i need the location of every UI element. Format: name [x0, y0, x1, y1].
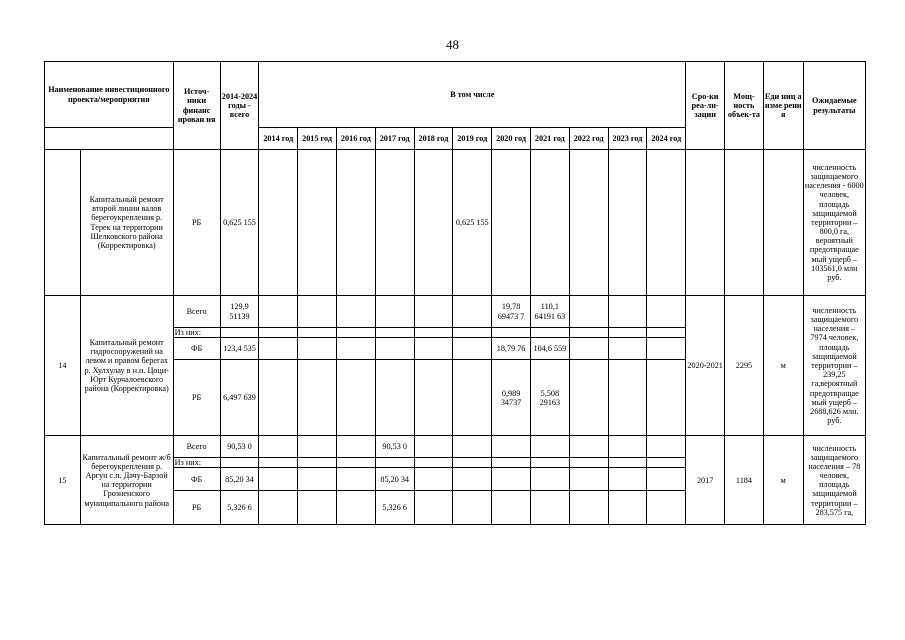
row-15-total-total: 90,53 0	[220, 436, 259, 458]
year-2015: 2015 год	[298, 128, 337, 150]
row-14-name: Капитальный ремонт гидросооружений на левом и правом берегах р. Хулхулау в н.п. Цоци-Юрт Курчалоевского района (Корректировка)	[80, 296, 173, 436]
row-15-power: 1184	[725, 436, 764, 525]
row-14-result: численность защищаемого населения – 7974 человек, площадь защищаемой территории – 239,25 га,вероятный предотвращае мый ущерб – 2688,626 млн. руб.	[803, 296, 865, 436]
row-15-total-rb: 5,326 6	[220, 491, 259, 525]
row-15-src-fb: ФБ	[173, 468, 220, 491]
page-number: 48	[446, 37, 459, 52]
header-term: Сро-ки реа-ли-зации	[686, 62, 725, 150]
row-14-num: 14	[45, 296, 81, 436]
year-2016: 2016 год	[336, 128, 375, 150]
header-source: Источ-ники финанс ирован ия	[173, 62, 220, 150]
header-incl: В том числе	[259, 62, 686, 128]
row-14-2021-fb: 104,6 559	[530, 338, 569, 360]
row-14-unit: м	[763, 296, 803, 436]
header-name-cont	[45, 128, 174, 150]
row-15-src-rb: РБ	[173, 491, 220, 525]
row-14-total-rb: 6,497 639	[220, 360, 259, 436]
row-14-total-total: 129,9 51139	[220, 296, 259, 328]
row-15-2017-rb: 5,326 6	[375, 491, 414, 525]
year-2017: 2017 год	[375, 128, 414, 150]
row-15-2017-total: 90,53 0	[375, 436, 414, 458]
row-15-src-incl: Из них:	[173, 458, 220, 468]
row-14-2020-rb: 0,989 34737	[492, 360, 531, 436]
row-15-total-fb: 85,20 34	[220, 468, 259, 491]
row-14-2021-total: 110,1 64191 63	[530, 296, 569, 328]
header-power: Мощ-ность объек-та	[725, 62, 764, 150]
row-15-unit: м	[763, 436, 803, 525]
row-a-total: 0,625 155	[220, 150, 259, 296]
row-15-num: 15	[45, 436, 81, 525]
year-2020: 2020 год	[492, 128, 531, 150]
row-14-2020-total: 19,78 69473 7	[492, 296, 531, 328]
row-15-term: 2017	[686, 436, 725, 525]
header-name: Наименование инвестиционного проекта/мероприятия	[45, 62, 174, 128]
year-2018: 2018 год	[414, 128, 453, 150]
row-14-total-fb: 123,4 535	[220, 338, 259, 360]
row-14-2021-rb: 5,508 29163	[530, 360, 569, 436]
year-2014: 2014 год	[259, 128, 298, 150]
row-14-src-rb: РБ	[173, 360, 220, 436]
header-total: 2014-2024 годы - всего	[220, 62, 259, 150]
row-15-name: Капитальный ремонт ж/б берегоукрепления р. Аргун с.п. Дачу-Барзой на территории Грозненского муниципального района	[80, 436, 173, 525]
year-2024: 2024 год	[647, 128, 686, 150]
investment-table	[44, 61, 866, 525]
row-14-term: 2020-2021	[686, 296, 725, 436]
row-14-src-total: Всего	[173, 296, 220, 328]
row-a-source: РБ	[173, 150, 220, 296]
year-2019: 2019 год	[453, 128, 492, 150]
row-14-src-incl: Из них:	[173, 328, 220, 338]
row-a-num	[45, 150, 81, 296]
row-14-src-fb: ФБ	[173, 338, 220, 360]
row-15-src-total: Всего	[173, 436, 220, 458]
row-a-name: Капитальный ремонт второй линии валов берегоукрепления р. Терек на территории Шелковского района (Корректировка)	[80, 150, 173, 296]
year-2021: 2021 год	[530, 128, 569, 150]
row-15-2017-fb: 85,20 34	[375, 468, 414, 491]
header-result: Ожидаемые результаты	[803, 62, 865, 150]
row-a-result: численность защищаемого населения - 6000 человек, площадь защищаемой территории – 800,0 га, вероятный предотвращае мый ущерб – 103561,0 млн руб.	[803, 150, 865, 296]
year-2023: 2023 год	[608, 128, 647, 150]
row-a-2019: 0,625 155	[453, 150, 492, 296]
row-14-power: 2295	[725, 296, 764, 436]
year-2022: 2022 год	[569, 128, 608, 150]
header-unit: Еди ниц а изме рени я	[763, 62, 803, 150]
row-15-result: численность защищаемого населения – 78 человек, площадь защищаемой территории – 283,575 га,	[803, 436, 865, 525]
row-14-2020-fb: 18,79 76	[492, 338, 531, 360]
